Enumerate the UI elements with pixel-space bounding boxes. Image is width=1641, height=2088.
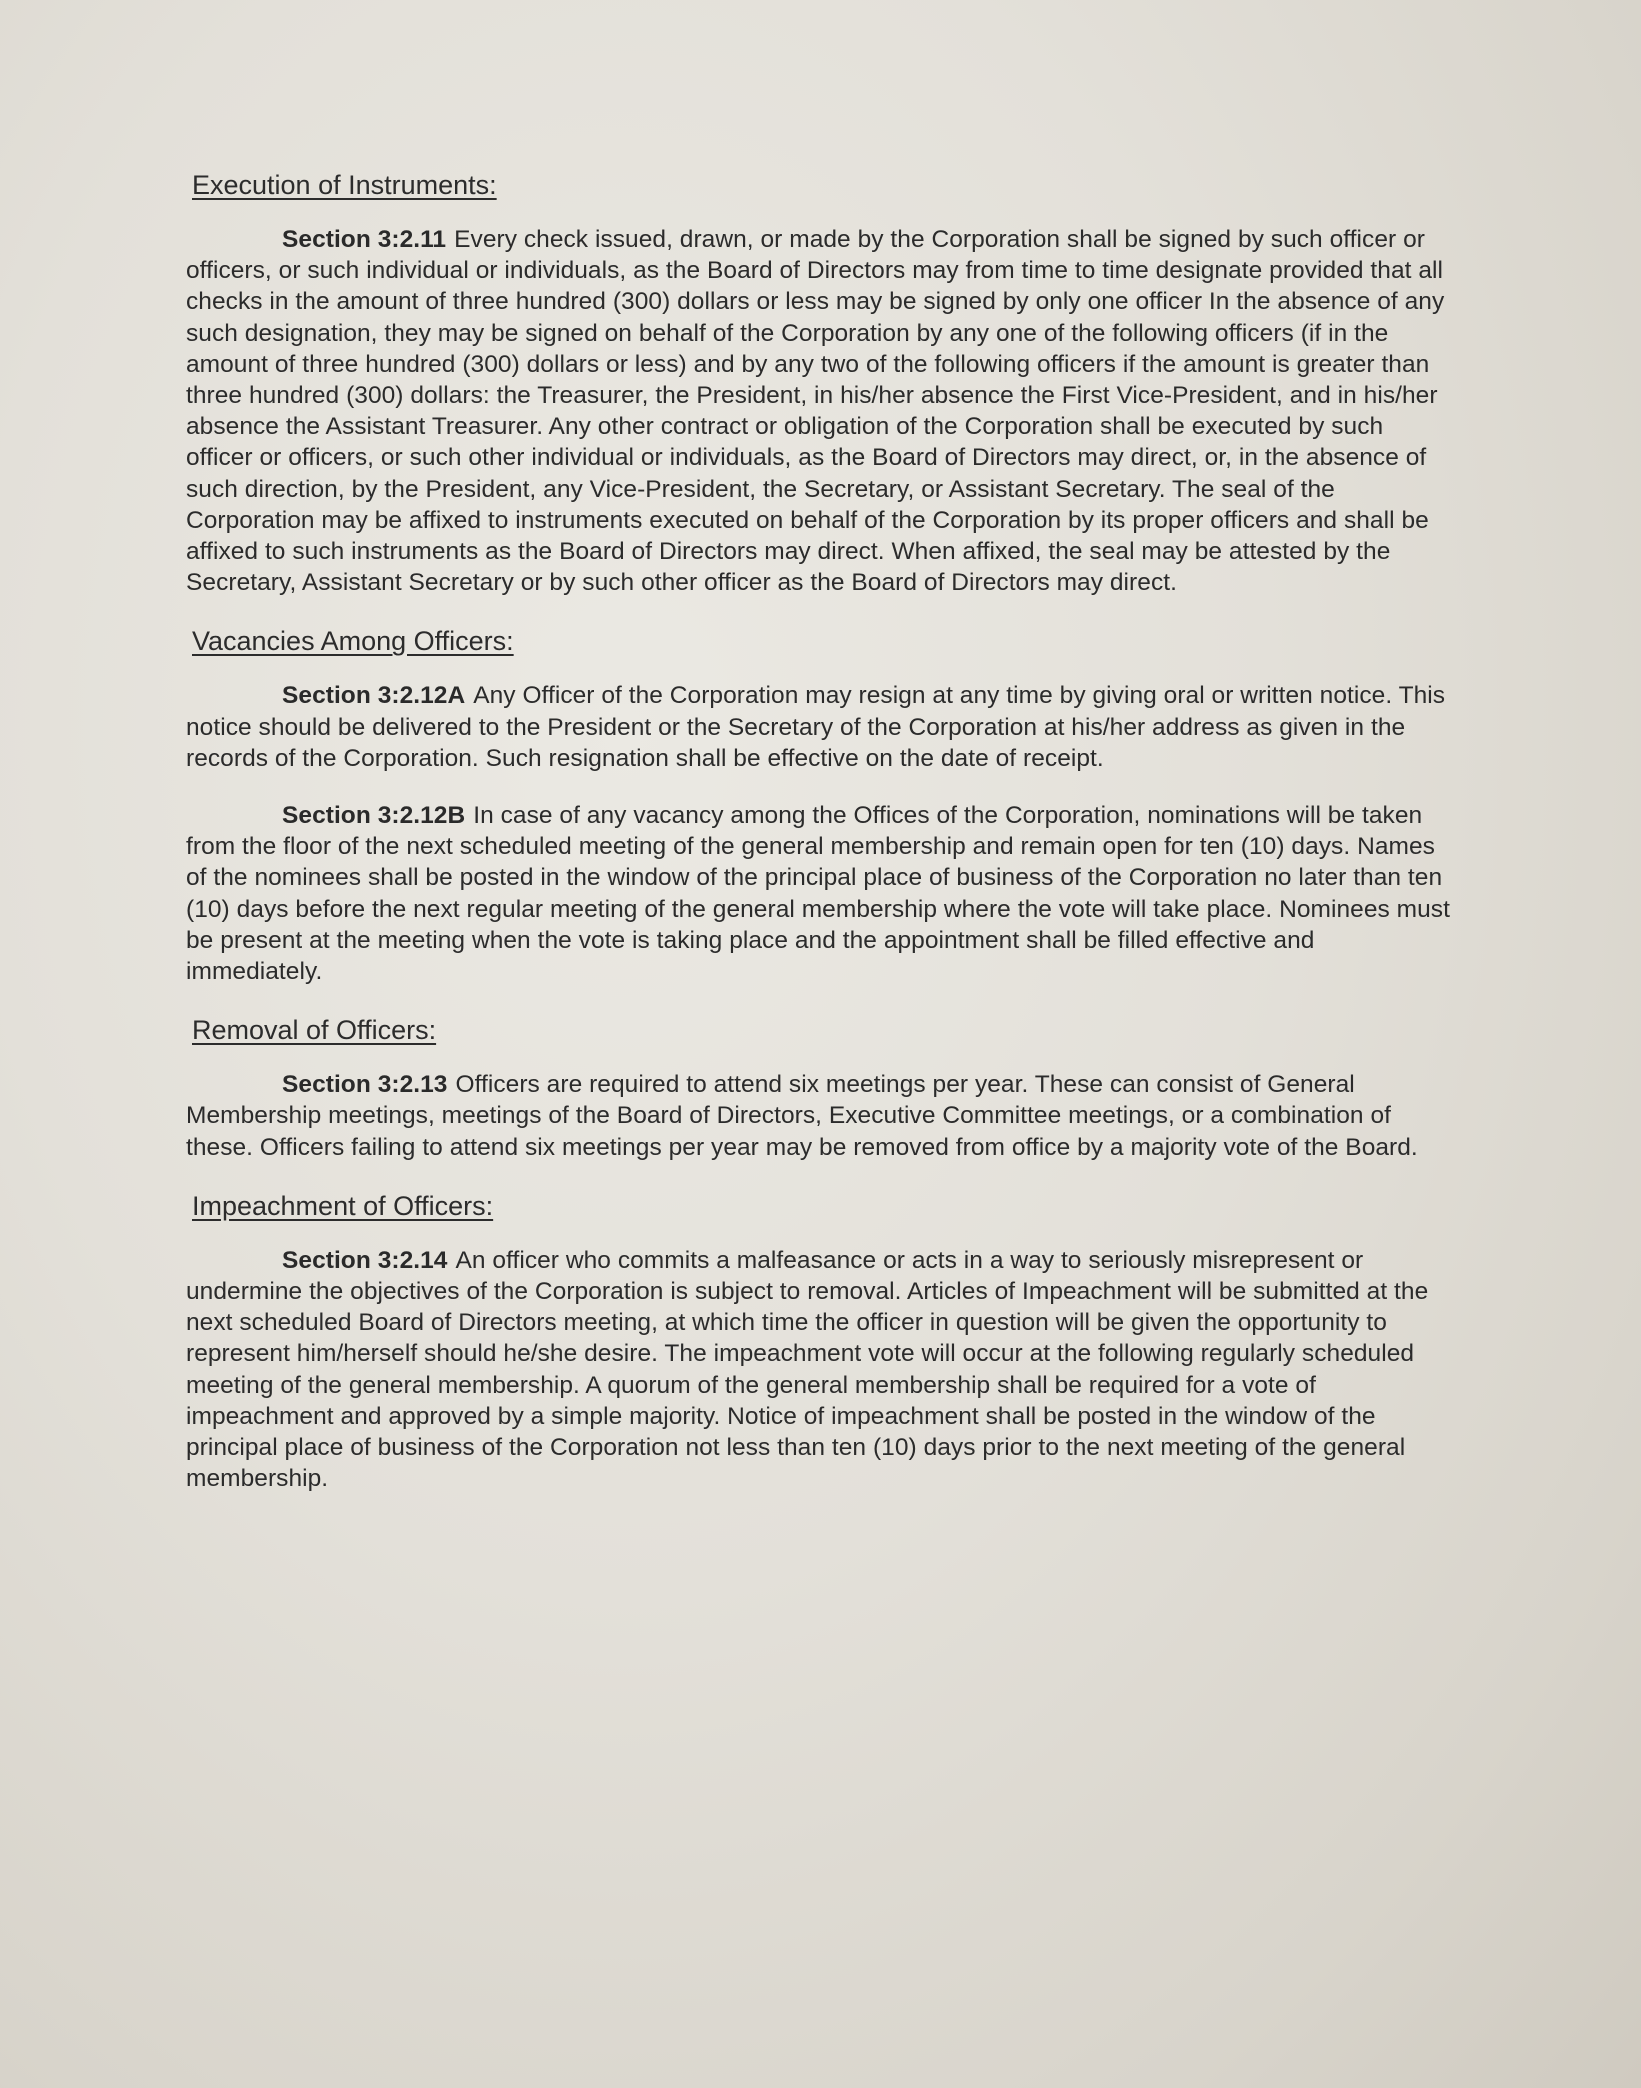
- section-number: Section 3:2.12B: [282, 802, 466, 830]
- section-vacancies-among-officers: [180, 624, 1451, 987]
- section-impeachment-of-officers: [180, 1189, 1451, 1495]
- paragraph: [186, 1245, 1451, 1495]
- section-execution-of-instruments: [180, 168, 1451, 598]
- section-heading: Impeachment of Officers:: [192, 1190, 494, 1221]
- section-heading: Removal of Officers:: [192, 1015, 437, 1046]
- section-number: Section 3:2.13: [282, 1071, 448, 1099]
- paragraph: [186, 680, 1451, 774]
- section-heading: Vacancies Among Officers:: [192, 626, 514, 657]
- paragraph-text: In case of any vacancy among the Offices of the Corporation, nominations will be taken from the floor of the next scheduled meeting of the general membership and remain open for ten (10) days. Names of the nominees shall be posted in the window of the principal place of business of the Corporation no later than ten (10) days before the next regular meeting of the general membership where the vote will take place. Nominees must be present at the meeting when the vote is taking place and the appointment shall be filled effective and immediately.: [186, 802, 1450, 986]
- paragraph-text: Officers are required to attend six meetings per year. These can consist of General Membership meetings, meetings of the Board of Directors, Executive Committee meetings, or a combination of these. Officers failing to attend six meetings per year may be removed from office by a majority vote of the Board.: [186, 1071, 1418, 1161]
- paragraph: [186, 224, 1451, 598]
- section-number: Section 3:2.12A: [282, 682, 466, 710]
- section-number: Section 3:2.11: [282, 226, 447, 253]
- paragraph: [186, 800, 1451, 987]
- paragraph-text: Every check issued, drawn, or made by the Corporation shall be signed by such officer or officers, or such individual or individuals, as the Board of Directors may from time to time designate provided that all checks in the amount of three hundred (300) dollars or less may be signed by only one officer In the absence of any such designation, they may be signed on behalf of the Corporation by any one of the following officers (if in the amount of three hundred (300) dollars or less) and by any two of the following officers if the amount is greater than three hundred (300) dollars: the Treasurer, the President, in his/her absence the First Vice-President, and in his/her absence the Assistant Treasurer. Any other contract or obligation of the Corporation shall be executed by such officer or officers, or such other individual or individuals, as the Board of Directors may direct, or, in the absence of such direction, by the President, any Vice-President, the Secretary, or Assistant Secretary. The seal of the Corporation may be affixed to instruments executed on behalf of the Corporation by its proper officers and shall be affixed to such instruments as the Board of Directors may direct. When affixed, the seal may be attested by the Secretary, Assistant Secretary or by such other officer as the Board of Directors may direct.: [186, 226, 1445, 597]
- section-removal-of-officers: [180, 1013, 1451, 1163]
- section-number: Section 3:2.14: [282, 1246, 448, 1274]
- paragraph-text: An officer who commits a malfeasance or acts in a way to seriously misrepresent or undermine the objectives of the Corporation is subject to removal. Articles of Impeachment will be submitted at the next scheduled Board of Directors meeting, at which time the officer in question will be given the opportunity to represent him/herself should he/she desire. The impeachment vote will occur at the following regularly scheduled meeting of the general membership. A quorum of the general membership shall be required for a vote of impeachment and approved by a simple majority. Notice of impeachment shall be posted in the window of the principal place of business of the Corporation not less than ten (10) days prior to the next meeting of the general membership.: [186, 1246, 1429, 1493]
- paragraph: [186, 1069, 1451, 1163]
- section-heading: Execution of Instruments:: [192, 170, 497, 200]
- paragraph-text: Any Officer of the Corporation may resign at any time by giving oral or written notice. This notice should be delivered to the President or the Secretary of the Corporation at his/her address as given in the records of the Corporation. Such resignation shall be effective on the date of receipt.: [186, 682, 1446, 772]
